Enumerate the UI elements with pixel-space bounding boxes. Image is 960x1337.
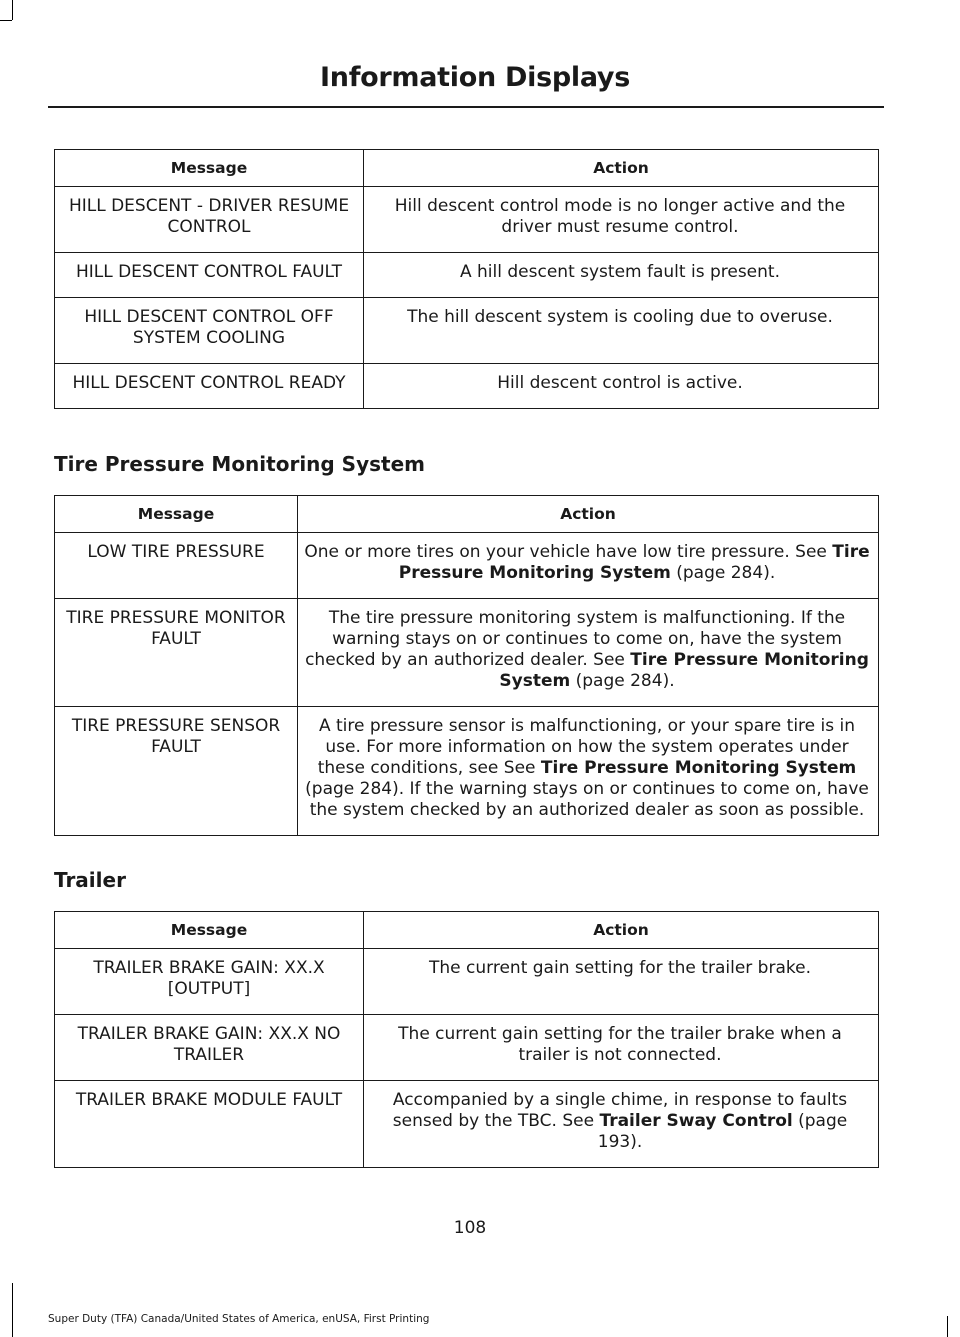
- section-title-tpms: Tire Pressure Monitoring System: [54, 452, 425, 476]
- action-cell: The current gain setting for the trailer brake when a trailer is not connected.: [364, 1015, 879, 1081]
- section-title-trailer: Trailer: [54, 868, 126, 892]
- message-cell: TRAILER BRAKE GAIN: XX.X [OUTPUT]: [55, 949, 364, 1015]
- table-header-row: [55, 912, 879, 949]
- table-row: [55, 187, 879, 253]
- crop-mark-bottom-right: [947, 1316, 948, 1337]
- action-page-ref: (page 284).: [570, 671, 675, 691]
- message-cell: TIRE PRESSURE SENSOR FAULT: [55, 707, 298, 836]
- message-cell: TRAILER BRAKE MODULE FAULT: [55, 1081, 364, 1168]
- action-page-ref: (page 284).: [670, 563, 776, 583]
- action-cell: [364, 1081, 879, 1168]
- header-rule: [48, 106, 884, 108]
- column-header-message: Message: [55, 150, 364, 187]
- table-row: [55, 949, 879, 1015]
- action-page-ref: (page 284). If the warning stays on or continues to come on, have the system checked by an authorized dealer as soon as possible.: [305, 779, 869, 820]
- table-header-row: [55, 150, 879, 187]
- action-cell: The hill descent system is cooling due to overuse.: [364, 298, 879, 364]
- message-cell: TRAILER BRAKE GAIN: XX.X NO TRAILER: [55, 1015, 364, 1081]
- trailer-table: [54, 911, 879, 1168]
- action-cell: Hill descent control is active.: [364, 364, 879, 409]
- crop-mark-top-left: [12, 0, 13, 20]
- message-cell: TIRE PRESSURE MONITOR FAULT: [55, 599, 298, 707]
- action-text: The tire pressure monitoring system is malfunctioning. If the warning stays on or continues to come on, have the system checked by an authorized dealer. See: [305, 608, 846, 670]
- message-cell: HILL DESCENT CONTROL READY: [55, 364, 364, 409]
- page-number: 108: [453, 1218, 487, 1238]
- table-row: [55, 707, 879, 836]
- message-cell: HILL DESCENT - DRIVER RESUME CONTROL: [55, 187, 364, 253]
- action-page-ref: (page 193).: [597, 1111, 848, 1152]
- message-cell: LOW TIRE PRESSURE: [55, 533, 298, 599]
- column-header-message: Message: [55, 496, 298, 533]
- crop-mark-bottom-left: [12, 1283, 13, 1337]
- table-row: [55, 599, 879, 707]
- table-row: [55, 1081, 879, 1168]
- cross-reference-link[interactable]: Tire Pressure Monitoring System: [540, 758, 857, 778]
- action-cell: The current gain setting for the trailer brake.: [364, 949, 879, 1015]
- table-row: [55, 1015, 879, 1081]
- column-header-action: Action: [364, 150, 879, 187]
- cross-reference-link[interactable]: Tire Pressure Monitoring System: [499, 650, 869, 691]
- table-row: [55, 253, 879, 298]
- crop-mark-top-left-h: [0, 20, 12, 21]
- action-cell: Hill descent control mode is no longer active and the driver must resume control.: [364, 187, 879, 253]
- table-row: [55, 364, 879, 409]
- column-header-action: Action: [298, 496, 879, 533]
- hill-descent-table: [54, 149, 879, 409]
- action-cell: A hill descent system fault is present.: [364, 253, 879, 298]
- message-cell: HILL DESCENT CONTROL FAULT: [55, 253, 364, 298]
- footer-text: Super Duty (TFA) Canada/United States of America, enUSA, First Printing: [48, 1313, 430, 1325]
- action-cell: [298, 707, 879, 836]
- table-row: [55, 298, 879, 364]
- action-text: One or more tires on your vehicle have low tire pressure. See: [304, 542, 833, 562]
- action-text: Accompanied by a single chime, in response to faults sensed by the TBC. See: [392, 1090, 848, 1131]
- table-row: [55, 533, 879, 599]
- cross-reference-link[interactable]: Tire Pressure Monitoring System: [398, 542, 870, 583]
- column-header-action: Action: [364, 912, 879, 949]
- page-title: Information Displays: [320, 62, 630, 93]
- cross-reference-link[interactable]: Trailer Sway Control: [599, 1111, 793, 1131]
- column-header-message: Message: [55, 912, 364, 949]
- action-cell: [298, 599, 879, 707]
- action-cell: [298, 533, 879, 599]
- table-header-row: [55, 496, 879, 533]
- tpms-table: [54, 495, 879, 836]
- action-text: A tire pressure sensor is malfunctioning, or your spare tire is in use. For more information on how the system operates under these conditions, see See: [317, 716, 855, 778]
- message-cell: HILL DESCENT CONTROL OFF SYSTEM COOLING: [55, 298, 364, 364]
